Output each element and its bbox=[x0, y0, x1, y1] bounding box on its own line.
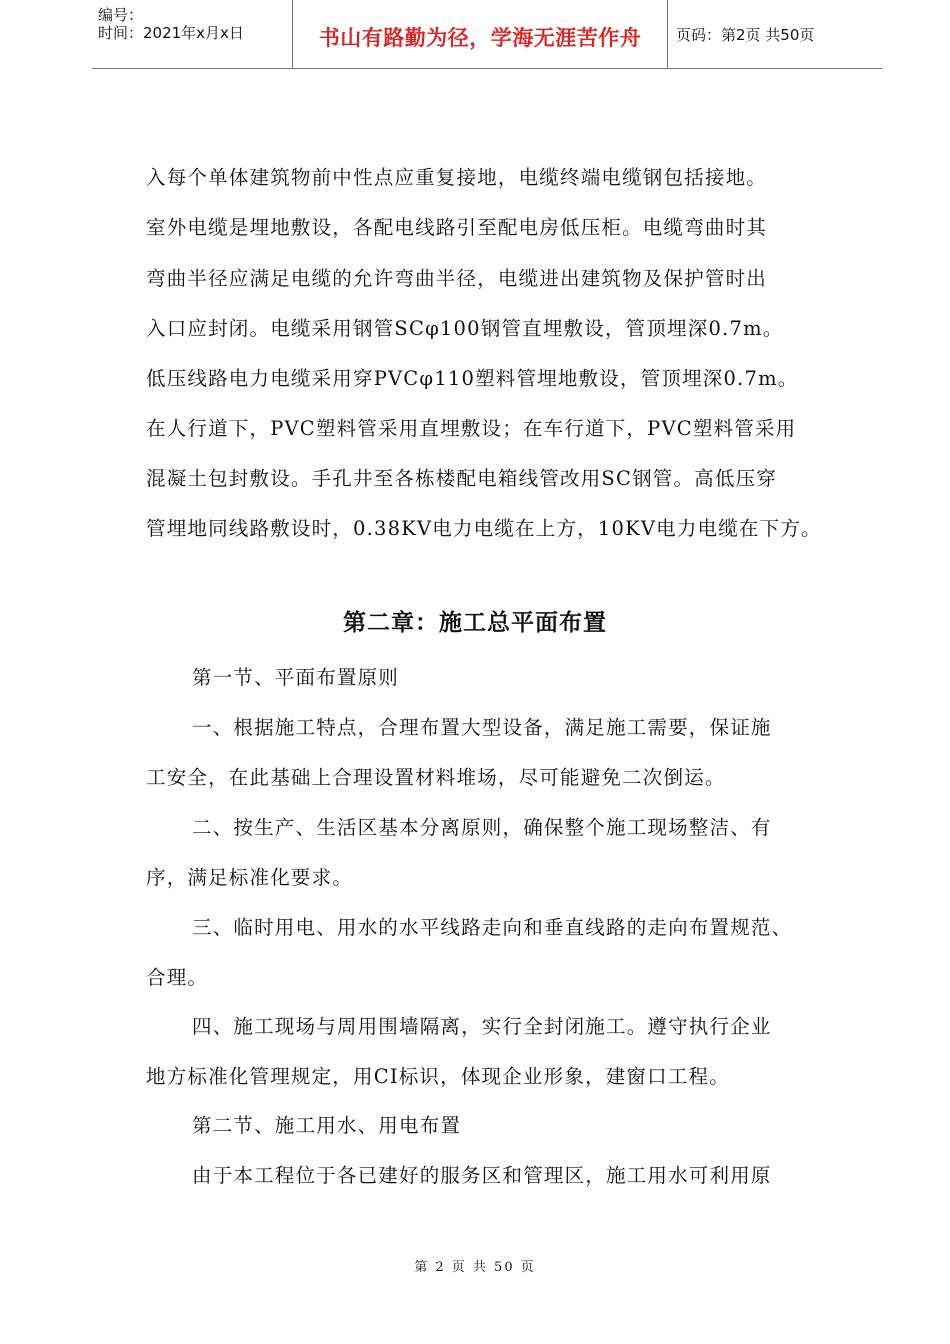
principle-line: 工安全，在此基础上合理设置材料堆场，尽可能避免二次倒运。 bbox=[146, 766, 726, 789]
document-time: 时间：2021年x月x日 bbox=[98, 24, 244, 42]
body-line: 弯曲半径应满足电缆的允许弯曲半径，电缆进出建筑物及保护管时出 bbox=[146, 267, 768, 290]
body-line: 入口应封闭。电缆采用钢管SCφ100钢管直埋敷设，管顶埋深0.7m。 bbox=[146, 317, 784, 340]
principle-line: 三、临时用电、用水的水平线路走向和垂直线路的走向布置规范、 bbox=[192, 916, 793, 939]
section-title: 第二节、施工用水、用电布置 bbox=[192, 1114, 462, 1137]
page-header bbox=[92, 0, 882, 69]
principle-line: 二、按生产、生活区基本分离原则，确保整个施工现场整洁、有 bbox=[192, 816, 772, 839]
header-motto: 书山有路勤为径，学海无涯苦作舟 bbox=[318, 26, 642, 50]
header-motto-cell bbox=[292, 0, 668, 68]
principle-line: 一、根据施工特点，合理布置大型设备，满足施工需要，保证施 bbox=[192, 716, 772, 739]
chapter-title: 第二章：施工总平面布置 bbox=[343, 610, 607, 636]
body-line: 入每个单体建筑物前中性点应重复接地，电缆终端电缆钢包括接地。 bbox=[146, 166, 768, 189]
header-page-cell bbox=[666, 0, 882, 68]
principle-line: 四、施工现场与周用围墙隔离，实行全封闭施工。遵守执行企业 bbox=[192, 1015, 772, 1038]
body-line: 室外电缆是埋地敷设，各配电线路引至配电房低压柜。电缆弯曲时其 bbox=[146, 216, 768, 239]
body-line: 管埋地同线路敷设时，0.38KV电力电缆在上方，10KV电力电缆在下方。 bbox=[146, 517, 822, 540]
section-text: 由于本工程位于各已建好的服务区和管理区，施工用水可利用原 bbox=[192, 1164, 772, 1187]
header-meta bbox=[92, 0, 292, 68]
document-number: 编号： bbox=[98, 6, 144, 24]
principle-line: 地方标准化管理规定，用CI标识，体现企业形象，建窗口工程。 bbox=[146, 1065, 730, 1088]
principle-line: 合理。 bbox=[146, 966, 209, 989]
page-footer: 第 2 页 共 50 页 bbox=[414, 1260, 536, 1275]
body-line: 在人行道下，PVC塑料管采用直埋敷设；在车行道下，PVC塑料管采用 bbox=[146, 417, 797, 440]
body-line: 低压线路电力电缆采用穿PVCφ110塑料管埋地敷设，管顶埋深0.7m。 bbox=[146, 367, 799, 390]
body-line: 混凝土包封敷设。手孔井至各栋楼配电箱线管改用SC钢管。高低压穿 bbox=[146, 467, 777, 490]
section-title: 第一节、平面布置原则 bbox=[192, 666, 400, 689]
principle-line: 序，满足标准化要求。 bbox=[146, 866, 354, 889]
header-page-code: 页码：第2页 共50页 bbox=[676, 26, 815, 44]
